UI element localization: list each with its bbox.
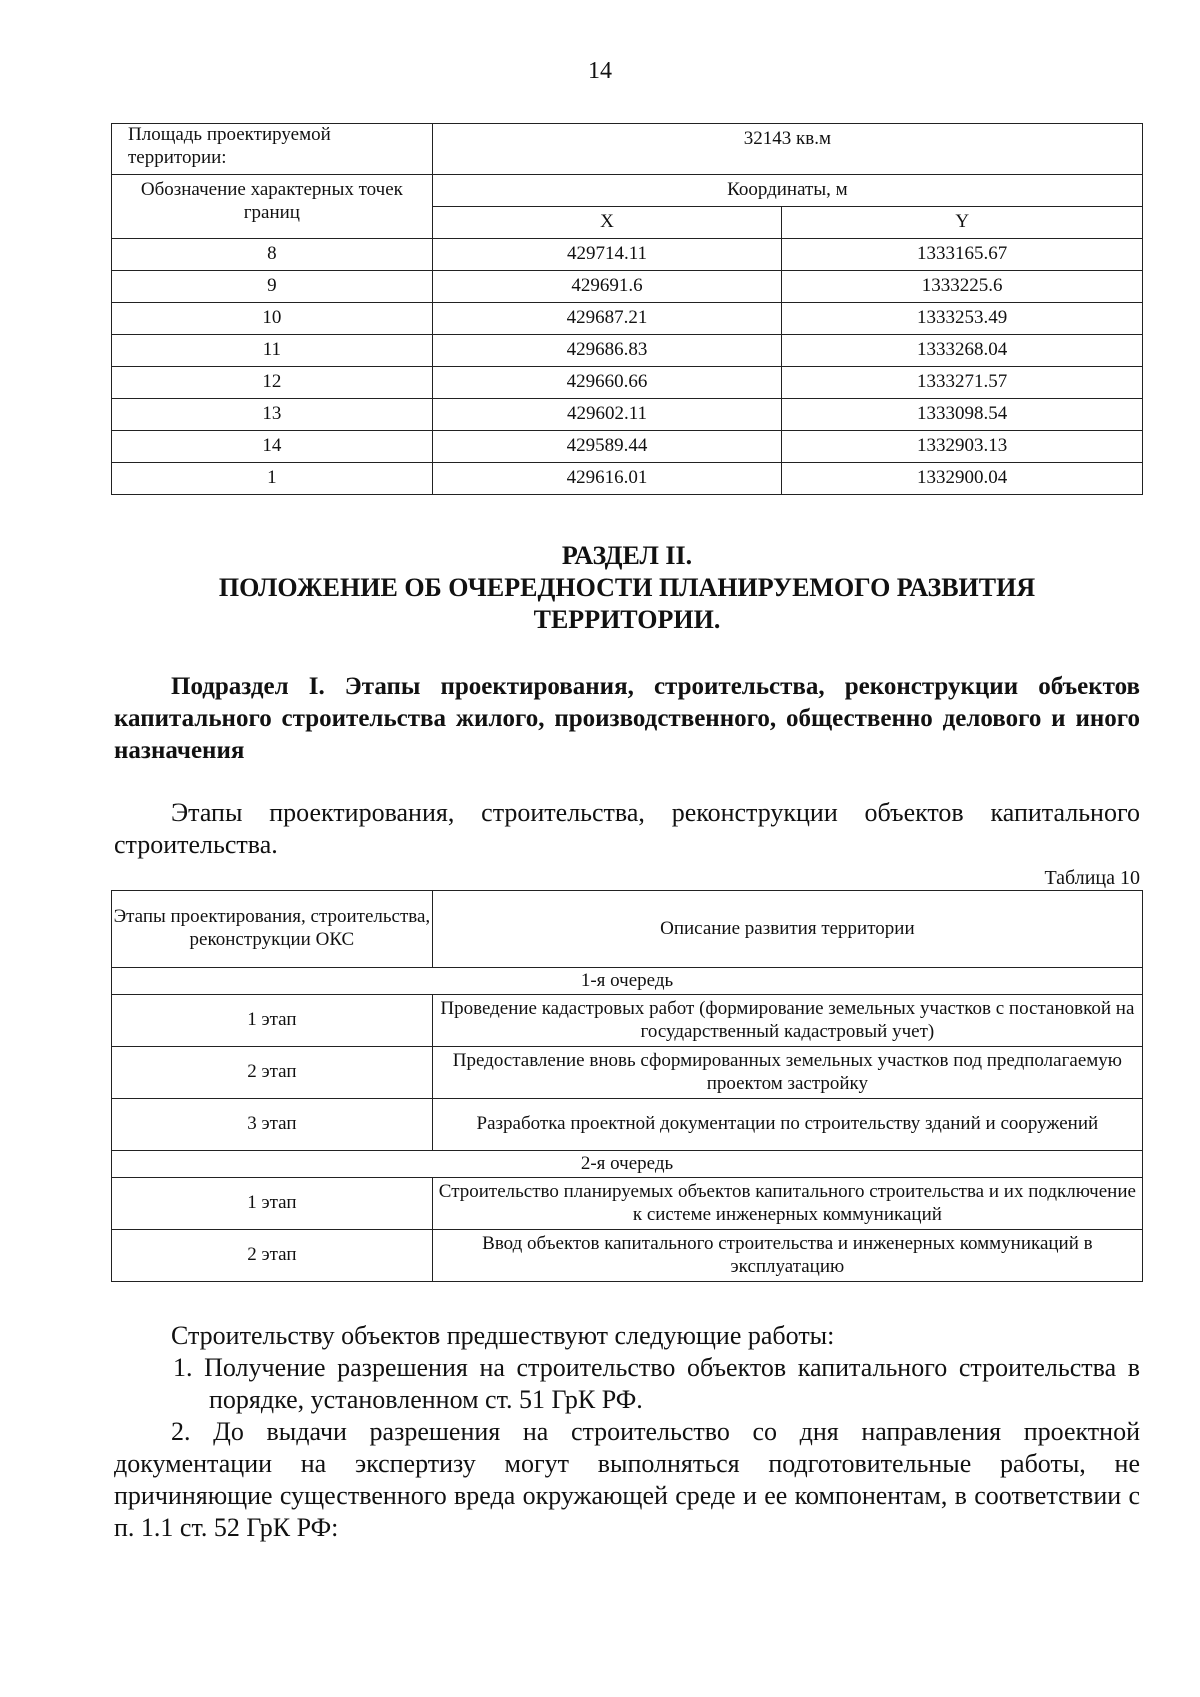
y-value: 1333253.49 [782,303,1143,335]
table-row [112,367,1143,399]
point-id: 14 [112,431,433,463]
stage-row [112,1230,1143,1282]
y-value: 1332900.04 [782,463,1143,495]
y-value: 1333165.67 [782,239,1143,271]
stage-description: Ввод объектов капитального строительства и инженерных коммуникаций в эксплуатацию [432,1230,1142,1282]
queue-label: 1-я очередь [112,968,1143,995]
stage-row [112,1178,1143,1230]
coordinates-table [111,123,1143,495]
section-subtitle: ПОЛОЖЕНИЕ ОБ ОЧЕРЕДНОСТИ ПЛАНИРУЕМОГО РАЗВИТИЯ [218,573,1036,602]
x-label: X [432,207,782,239]
stages-col1-header: Этапы проектирования, строительства, реконструкции ОКС [112,891,433,968]
stage-description: Предоставление вновь сформированных земельных участков под предполагаемую проектом застройку [432,1047,1142,1099]
x-value: 429714.11 [432,239,782,271]
section-title: РАЗДЕЛ II. [561,541,693,570]
stages-table [111,890,1143,1282]
page-number: 14 [588,58,612,84]
area-label: Площадь проектируемой территории: [112,124,433,175]
point-id: 11 [112,335,433,367]
stage-label: 2 этап [112,1230,433,1282]
table-row [112,463,1143,495]
stage-description: Разработка проектной документации по строительству зданий и сооружений [432,1099,1142,1151]
y-value: 1332903.13 [782,431,1143,463]
works-intro: Строительству объектов предшествуют следующие работы: [171,1321,835,1350]
point-id: 9 [112,271,433,303]
area-value: 32143 кв.м [432,124,1142,175]
y-value: 1333271.57 [782,367,1143,399]
list-item: 1. Получение разрешения на строительство объектов капитального строительства в порядке, установленном ст. 51 ГрК РФ. [173,1353,1140,1414]
y-label: Y [782,207,1143,239]
stage-description: Строительство планируемых объектов капитального строительства и их подключение к системе инженерных коммуникаций [432,1178,1142,1230]
point-id: 13 [112,399,433,431]
point-id: 1 [112,463,433,495]
stages-header-row [112,891,1143,968]
stage-row [112,1099,1143,1151]
subsection-heading: Подраздел I. Этапы проектирования, строительства, реконструкции объектов капитального строительства жилого, производственного, общественно делового и иного назначения [114,673,1140,764]
stage-label: 1 этап [112,995,433,1047]
stage-row [112,1047,1143,1099]
stage-row [112,995,1143,1047]
stage-label: 2 этап [112,1047,433,1099]
x-value: 429660.66 [432,367,782,399]
y-value: 1333268.04 [782,335,1143,367]
intro-paragraph: Этапы проектирования, строительства, реконструкции объектов капитального строительства. [114,798,1140,859]
section-heading [111,540,1143,636]
table-row [112,399,1143,431]
queue-row [112,1151,1143,1178]
point-id: 12 [112,367,433,399]
table-row [112,303,1143,335]
x-value: 429691.6 [432,271,782,303]
point-id: 8 [112,239,433,271]
x-value: 429589.44 [432,431,782,463]
area-row [112,124,1143,175]
queue-label: 2-я очередь [112,1151,1143,1178]
x-value: 429616.01 [432,463,782,495]
list-item: 2. До выдачи разрешения на строительство со дня направления проектной документации на экспертизу могут выполняться подготовительные работы, не причиняющие существенного вреда окружающей среде и ее компонентам, в соответствии с п. 1.1 ст. 52 ГрК РФ: [114,1417,1140,1542]
stage-label: 3 этап [112,1099,433,1151]
section-subtitle-end: ТЕРРИТОРИИ. [533,605,721,634]
x-value: 429686.83 [432,335,782,367]
table-caption: Таблица 10 [1044,867,1140,889]
coords-header-row [112,175,1143,207]
point-id: 10 [112,303,433,335]
stage-label: 1 этап [112,1178,433,1230]
table-row [112,335,1143,367]
table-row [112,431,1143,463]
x-value: 429602.11 [432,399,782,431]
queue-row [112,968,1143,995]
x-value: 429687.21 [432,303,782,335]
y-value: 1333225.6 [782,271,1143,303]
stage-description: Проведение кадастровых работ (формирование земельных участков с постановкой на государственный кадастровый учет) [432,995,1142,1047]
stages-col2-header: Описание развития территории [432,891,1142,968]
y-value: 1333098.54 [782,399,1143,431]
points-label: Обозначение характерных точек границ [112,175,433,239]
table-row [112,271,1143,303]
table-row [112,239,1143,271]
coords-label: Координаты, м [432,175,1142,207]
